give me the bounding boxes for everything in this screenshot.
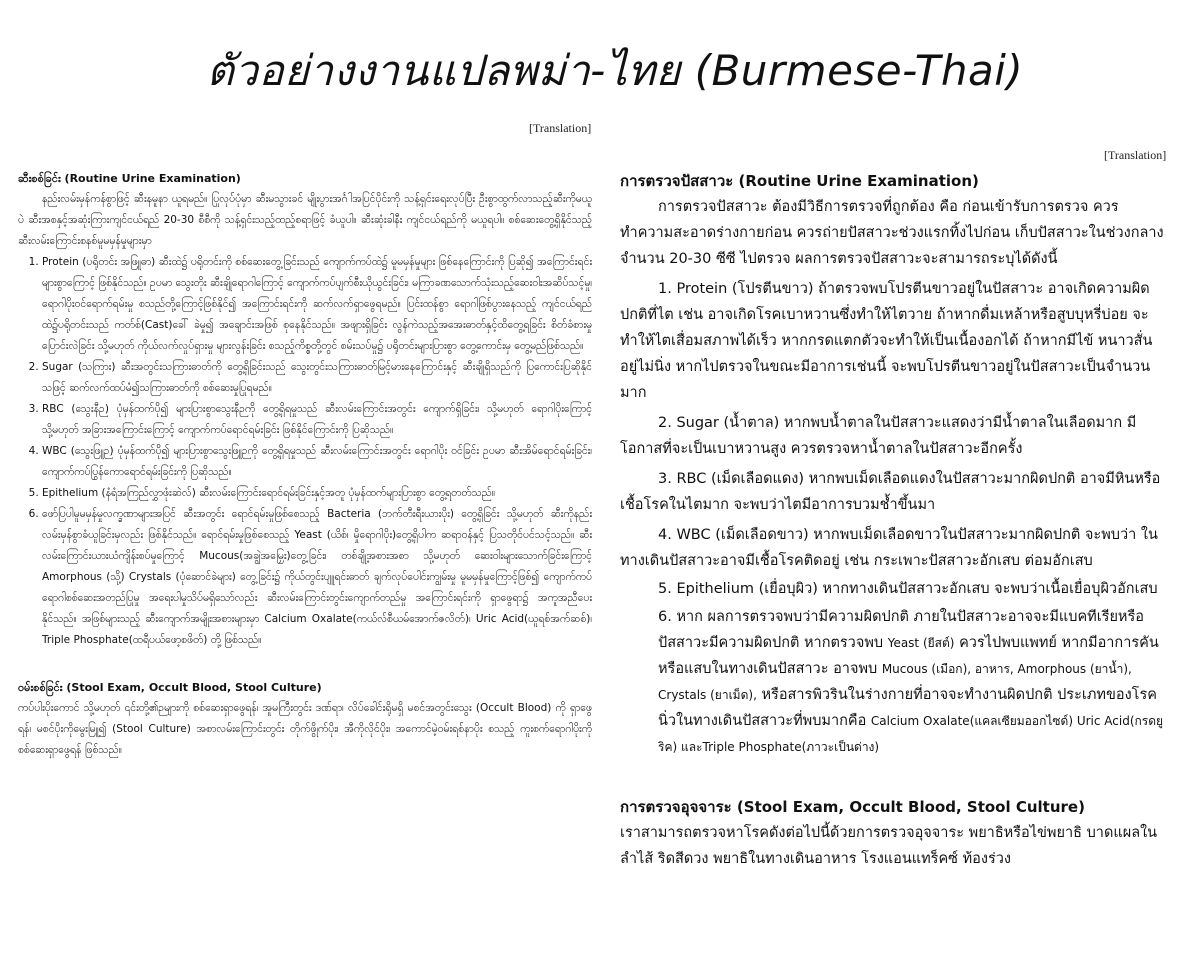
thai-item-sugar: 2. Sugar (น้ำตาล) หากพบน้ำตาลในปัสสาวะแสดงว่ามีน้ำตาลในเลือดมาก มีโอกาสที่จะเป็นเบาหวานสูง ควรตรวจหาน้ำตาลในปัสสาวะอีกครั้ง <box>620 415 1137 457</box>
thai-urine-intro: การตรวจปัสสาวะ ต้องมีวิธีการตรวจที่ถูกต้อง คือ ก่อนเข้ารับการตรวจ ควรทำความสะอาดร่างกายก่อน ควรถ่ายปัสสาวะช่วงแรกทิ้งไปก่อน เก็บปัสสาวะในช่วงกลางจำนวน 20-30 ซีซี ไปตรวจ ผลการตรวจปัสสาวะจะสามารถระบุได้ดังนี้ <box>620 199 1164 267</box>
thai-item-other-part-c: หรือสารพิวรินในร่างกายที่อาจจะทำงานผิดปกติ ประเภทของโรคนิ่วในทางเดินปัสสาวะที่พบมากคือ <box>658 687 1157 729</box>
thai-item-wbc: 4. WBC (เม็ดเลือดขาว) หากพบเม็ดเลือดขาวในปัสสาวะมากผิดปกติ จะพบว่า ในทางเดินปัสสาวะอาจมีเชื้อโรคติดอยู่ เช่น กระเพาะปัสสาวะอักเสบ ต่อมอักเสบ <box>620 527 1158 569</box>
thai-item-other <box>658 604 1168 760</box>
section-gap <box>18 651 592 677</box>
burmese-urine-list <box>18 252 592 651</box>
thai-item-rbc: 3. RBC (เม็ดเลือดแดง) หากพบเม็ดเลือดแดงในปัสสาวะมากผิดปกติ อาจมีหินหรือเชื้อโรคในไตมาก จะพบว่าไตมีอาการบวมช้ำขึ้นมา <box>620 471 1161 513</box>
thai-item-other-part-a: 6. หาก ผลการตรวจพบว่ามีความผิดปกติ ภายในปัสสาวะอาจจะมีแบคทีเรียหรือปัสสาวะมีความผิดปกติ หากตรวจพบ <box>658 609 1144 651</box>
right-translation-tag: [Translation] <box>1104 148 1167 162</box>
thai-item-epithelium: 5. Epithelium (เยื่อบุผิว) หากทางเดินปัสสาวะอักเสบ จะพบว่าเนื้อเยื่อบุผิวอักเสบ <box>658 581 1158 597</box>
burmese-urine-intro: နည်းလမ်းမှန်ကန်စွာဖြင့် ဆီးနမူနာ ယူရမည်။ ပြုလုပ်ပုံမှာ ဆီးမသွားခင် မျိုးပွားအင်္ဂါအပြင်ပိုင်းကို သန့်ရှင်းရေးလုပ်ပြီး ဦးစွာထွက်လာသည့်ဆီးကိုမယူပဲ ဆီးအစနှင့်အဆုံးကြားကျင်ငယ်ရည် 20-30 စီစီကို သန့်ရှင်းသည့်ထည့်စရာဖြင့် ခံယူပါ။ ဆီးဆုံးခါနီး ကျင်ငယ်ရည်ကို မယူရပါ။ စစ်ဆေးတွေ့ရှိနိုင်သည့် ဆီးလမ်းကြောင်းစနစ်မူမမှန်မှုများမှာ <box>18 193 592 247</box>
burmese-column <box>18 168 592 761</box>
burmese-stool-text: ကပ်ပါးပိုးကောင် သို့မဟုတ် ၎င်းတို့၏ဉများကို စစ်ဆေးရှာဖွေရန်၊ အူမကြီးတွင်း ဒဏ်ရာ၊ လိပ်ခေါင်းရိုမရှိ မစင်အတွင်းသွေး (Occult Blood) ကို ရှာဖွေရန်၊ မစင်ပိုးကိုမွေးမြူ၍ (Stool Culture) အစာလမ်းကြောင်းတွင်း တိုက်ဖွိုက်ပိုး၊ အီကိုလိုင်ပိုး၊ အကောင်မဲ့ဝမ်းရစ်နာပိုး စသည့် ကူးစက်ရောဂါပိုးကို စစ်ဆေးရှာဖွေရန် ဖြစ်သည်။ <box>18 702 592 756</box>
page-title: ตัวอย่างงานแปลพม่า-ไทย (Burmese-Thai) <box>206 46 1024 95</box>
thai-stool-text: เราสามารถตรวจหาโรคดังต่อไปนี้ด้วยการตรวจอุจจาระ พยาธิหรือไข่พยาธิ บาดแผลในลำไส้ ริดสีดวง พยาธิในทางเดินอาหาร โรงแอนแทร็คซ์ ท้องร่วง <box>620 825 1158 867</box>
burmese-urine-heading: ဆီးစစ်ခြင်း (Routine Urine Examination) <box>18 172 241 185</box>
list-item: 3. RBC (သွေးနီဉ) ပုံမှန်ထက်ပို၍ များပြားစွာသွေးနီဉကို တွေ့ရှိရမှုသည် ဆီးလမ်းကြောင်းအတွင်း ကျောက်ရှိခြင်း၊ သို့မဟုတ် ရောဂါပိုးကြောင့် သို့မဟုတ် အခြားအကြောင်းကြောင့် ကျောက်ကပ်ရောင်ရမ်းခြင်း ဖြစ်နိုင်ကြောင်းကို ပြဆိုသည်။ <box>42 399 592 441</box>
thai-item-mucous: Mucous (เมือก), อาหาร, Amorphous (ยาน้ำ), Crystals (ยาเม็ด), <box>658 662 1132 702</box>
section-gap <box>620 760 1168 794</box>
thai-stool-heading: การตรวจอุจจาระ (Stool Exam, Occult Blood, Stool Culture) <box>620 798 1085 816</box>
burmese-stool-heading: ဝမ်းစစ်ခြင်း (Stool Exam, Occult Blood, Stool Culture) <box>18 681 322 694</box>
thai-item-other-part-b: ควรไปพบแพทย์ หากมีอาการคันหรือแสบในทางเดินปัสสาวะ อาจพบ <box>658 635 1159 677</box>
left-translation-tag: [Translation] <box>529 121 592 135</box>
list-item: 5. Epithelium (နံရံအကြည်လွှာဖုံးဆဲလ်) ဆီးလမ်းကြောင်းရောင်ရမ်းခြင်းနှင့်အတူ ပုံမှန်ထက်များပြားစွာ တွေ့ရတတ်သည်။ <box>42 483 592 504</box>
list-item: 2. Sugar (သကြား) ဆီးအတွင်းသကြားဓာတ်ကို တွေ့ရှိခြင်းသည် သွေးတွင်းသကြားဓာတ်မြင့်မားနေကြောင်းနှင့် ဆီးချိုရှိသည်ကို ပြကောင်းပြဆိုနိုင်သဖြင့် ဆက်လက်ထပ်မံ၍သကြားဓာတ်ကို စစ်ဆေးမှုပြုရမည်။ <box>42 357 592 399</box>
list-item: 6. ဖော်ပြပါမူမမှန်မှုလက္ခဏာများအပြင် ဆီးအတွင်း ရောင်ရမ်းမှုဖြစ်စေသည့် Bacteria (ဘက်တီးရီးယားပိုး) တွေ့ရှိခြင်း သို့မဟုတ် ဆီးကိုနည်းလမ်းမှန်စွာခံယူခြင်းမှလည်း ဖြစ်နိုင်သည်။ ရောင်ရမ်းမှုဖြစ်စေသည့် Yeast (ယိစ်၊ မှိုရောဂါပိုး)တွေ့ရှိပါက ဆရာဝန်နှင့် ပြသတိုင်ပင်သင့်သည်။ ဆီးလမ်းကြောင်းယားယံကျိန်းစပ်မှုကြောင့် Mucous(အချွဲအမြှေး)တွေ့ခြင်း၊ တစ်ချို့အစားအစာ သို့မဟုတ် ဆေးဝါးများသောက်ခြင်းကြောင့် Amorphous (သို့) Crystals (ပုံဆောင်ခဲများ) တွေ့ခြင်း၌ ကိုယ်တွင်းပျူရင်းဓာတ် ချက်လုပ်ပေါင်းကျွမ်းမှု မူမမှန်မှုကြောင့်ဖြစ်၍ ကျောက်ကပ်ရောဂါစစ်ဆေးအတည်ပြုမှု အရေးပါမှုသိပ်မရှိသော်လည်း ဆီးလမ်းကြောင်းတွင်းကျောက်တည်မှု အကြောင်းရင်းကို ရှာဖွေရာ၌ အကူအညီပေးနိုင်သည်။ အဖြစ်များသည့် ဆီးကျောက်အမျိုးအစားများမှာ Calcium Oxalate(ကယ်လ်စီယမ်အောက်ဇလိတ်)၊ Uric Acid(ယူရစ်အက်ဆစ်)၊ Triple Phosphate(ထရီပယ်ဖော့စဖိတ်) တို့ ဖြစ်သည်။ <box>42 504 592 651</box>
thai-item-stones: Calcium Oxalate(แคลเซียมออกไซด์) Uric Acid(กรดยูริค) และTriple Phosphate(ภาวะเป็นด่าง) <box>658 714 1164 754</box>
thai-urine-heading: การตรวจปัสสาวะ (Routine Urine Examination) <box>620 172 979 190</box>
thai-item-protein: 1. Protein (โปรตีนขาว) ถ้าตรวจพบโปรตีนขาวอยู่ในปัสสาวะ อาจเกิดความผิดปกติที่ไต เช่น อาจเกิดโรคเบาหวานซึ่งทำให้ไตวาย ถ้าหากดื่มเหล้าหรือสูบบุหรี่บ่อย จะทำให้ไตเสื่อมสภาพได้เร็ว หากกรดแตกตัวจะทำให้เป็นเนื้องอกได้ ถ้าหากมีไข้ หนาวสั่น อยู่ไม่นิ่ง หากไปตรวจในขณะมีอาการเช่นนี้ จะพบโปรตีนขาวอยู่ในปัสสาวะเป็นจำนวนมาก <box>620 281 1153 401</box>
list-item: 4. WBC (သွေးဖြူဉ) ပုံမှန်ထက်ပို၍ များပြားစွာသွေးဖြူဉကို တွေ့ရှိရမှုသည် ဆီးလမ်းကြောင်းအတွင်း ရောဂါပိုး ဝင်ခြင်း ဥပမာ ဆီးအိမ်ရောင်ရမ်းခြင်း၊ ကျောက်ကပ်ပြွန်ကောရောင်ရမ်းခြင်းကို ပြဆိုသည်။ <box>42 441 592 483</box>
thai-column <box>620 168 1168 872</box>
list-item: 1. Protein (ပရိုတင်း အဖြူဓာ) ဆီးထဲ၌ ပရိုတင်းကို စစ်ဆေးတွေ့ခြင်းသည် ကျောက်ကပ်ထဲ၌ မူမမှန်မှုများ ဖြစ်နေကြောင်းကို ပြဆို၍ အကြောင်းရင်းများစွာကြောင့် ဖြစ်နိုင်သည်။ ဥပမာ သွေးတိုး ဆီးချိုရောဂါကြောင့် ကျောက်ကပ်ပျက်စီးယိုယွင်းခြင်း၊ မကြာခဏသောက်သုံးသည့်ဆေးဝါးအဆိပ်သင့်မှု၊ ရောဂါပိုးဝင်ရောက်ရမ်းမှု စသည်တို့ကြောင့်ဖြစ်နိုင်၍ အကြောင်းရင်းကို ဆက်လက်ရှာဖွေရမည်။ ပြင်းထန်စွာ ရောဂါဖြစ်ပွားနေသည့် ကျင်ငယ်ရည်ထဲ၌ပရိုတင်းသည် ကတ်စ်(Cast)ခေါ် ခဲမှု၍ အချောင်းအဖြစ် စုနေနိုင်သည်။ အဖျားရှိခြင်း လွန်ကဲသည့်အအေးဓာတ်နှင့်ထိတွေ့ရခြင်း စိတ်ခံစားမှုပြောင်းလဲခြင်း သို့မဟုတ် ကိုယ်လက်လှုပ်ရှားမှု များလွန်းခြင်း စသည့်ကိစ္စတို့တွင် စမ်းသပ်မှု၌ ပရိုတင်းများပြားစွာ တွေ့ကောင်းမှ တွေ့မည်ဖြစ်သည်။ <box>42 252 592 357</box>
thai-item-yeast: Yeast (ยีสต์) <box>887 636 955 650</box>
